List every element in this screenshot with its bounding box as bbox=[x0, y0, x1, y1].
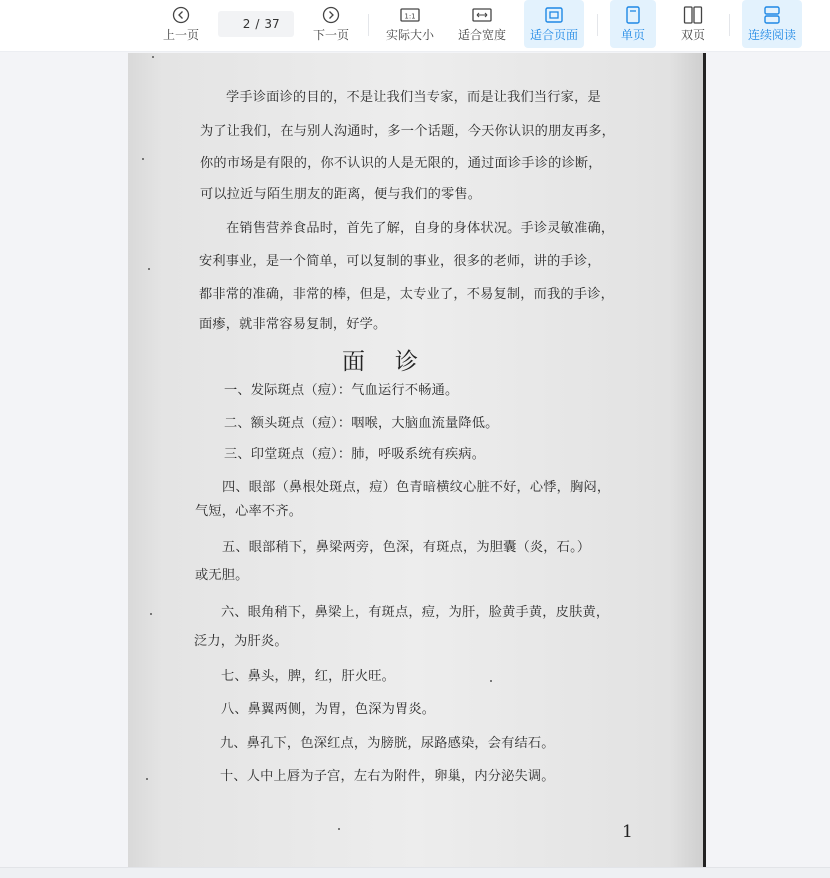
continuous-reading-button[interactable] bbox=[742, 0, 802, 48]
toolbar-divider bbox=[729, 14, 730, 36]
list-item: 十、人中上唇为子宫，左右为附件，卵巢，内分泌失调。 bbox=[220, 769, 555, 784]
double-page-label: 双页 bbox=[680, 28, 705, 42]
paragraph-line: 可以拉近与陌生朋友的距离，便与我们的零售。 bbox=[200, 187, 482, 202]
list-item: 九、鼻孔下，色深红点，为膀胱，尿路感染，会有结石。 bbox=[220, 736, 555, 751]
list-item: 六、眼角稍下，鼻梁上，有斑点，痘，为肝，脸黄手黄，皮肤黄， bbox=[221, 605, 610, 620]
paragraph-line: 安利事业，是一个简单，可以复制的事业，很多的老师，讲的手诊， bbox=[199, 254, 601, 269]
list-item: 或无胆。 bbox=[195, 568, 249, 583]
chevron-right-circle-icon bbox=[320, 5, 342, 25]
toolbar-divider bbox=[597, 14, 598, 36]
single-page-button[interactable] bbox=[610, 0, 656, 48]
double-page-button[interactable] bbox=[670, 0, 716, 48]
paragraph-line: 在销售营养食品时，首先了解，自身的身体状况。手诊灵敏准确， bbox=[226, 221, 615, 236]
fit-page-label: 适合页面 bbox=[529, 28, 578, 42]
fit-width-icon bbox=[471, 5, 493, 25]
next-page-label: 下一页 bbox=[312, 28, 349, 42]
list-item: 四、眼部（鼻根处斑点，痘）色青暗横纹心脏不好，心悸，胸闷， bbox=[222, 480, 611, 495]
current-page-input[interactable] bbox=[232, 17, 250, 31]
section-heading: 面诊 bbox=[342, 349, 448, 375]
fit-width-label: 适合宽度 bbox=[457, 28, 506, 42]
paragraph-line: 你的市场是有限的，你不认识的人是无限的，通过面诊手诊的诊断， bbox=[200, 156, 602, 171]
list-item: 气短，心率不齐。 bbox=[195, 504, 303, 519]
total-pages: 37 bbox=[264, 17, 280, 31]
paragraph-line: 学手诊面诊的目的，不是让我们当专家，而是让我们当行家，是 bbox=[226, 90, 601, 105]
bottom-bar bbox=[0, 867, 830, 878]
continuous-reading-label: 连续阅读 bbox=[747, 28, 796, 42]
page-indicator bbox=[218, 11, 294, 37]
prev-page-button[interactable] bbox=[158, 0, 204, 48]
svg-text:1:1: 1:1 bbox=[404, 12, 416, 21]
one-to-one-icon bbox=[399, 5, 421, 25]
paragraph-line: 面瘆，就非常容易复制，好学。 bbox=[199, 317, 387, 332]
list-item: 八、鼻翼两侧，为胃，色深为胃炎。 bbox=[221, 702, 436, 717]
prev-page-label: 上一页 bbox=[162, 28, 199, 42]
paragraph-line: 都非常的准确，非常的棒，但是，太专业了，不易复制，而我的手诊， bbox=[199, 287, 615, 302]
double-page-icon bbox=[682, 5, 704, 25]
list-item: 泛力，为肝炎。 bbox=[194, 634, 288, 649]
list-item: 二、额头斑点（痘）：咽喉，大脑血流量降低。 bbox=[224, 416, 499, 431]
paragraph-line: 为了让我们，在与别人沟通时，多一个话题，今天你认识的朋友再多， bbox=[200, 124, 616, 139]
list-item: 五、眼部稍下，鼻梁两旁，色深，有斑点，为胆囊（炎，石。） bbox=[222, 540, 591, 555]
single-page-label: 单页 bbox=[620, 28, 645, 42]
next-page-button[interactable] bbox=[308, 0, 354, 48]
single-page-icon bbox=[622, 5, 644, 25]
chevron-left-circle-icon bbox=[170, 5, 192, 25]
actual-size-label: 实际大小 bbox=[385, 28, 434, 42]
fit-width-button[interactable] bbox=[454, 0, 510, 48]
toolbar-divider bbox=[368, 14, 369, 36]
continuous-scroll-icon bbox=[761, 5, 783, 25]
list-item: 一、发际斑点（痘）：气血运行不畅通。 bbox=[224, 383, 459, 398]
fit-page-icon bbox=[543, 5, 565, 25]
toolbar bbox=[0, 0, 830, 52]
list-item: 七、鼻头，脾，红，肝火旺。 bbox=[221, 669, 396, 684]
page-separator: / bbox=[255, 17, 260, 31]
page-number: 1 bbox=[622, 822, 633, 842]
fit-page-button[interactable] bbox=[524, 0, 584, 48]
actual-size-button[interactable] bbox=[382, 0, 438, 48]
list-item: 三、印堂斑点（痘）：肺，呼吸系统有疾病。 bbox=[224, 447, 486, 462]
